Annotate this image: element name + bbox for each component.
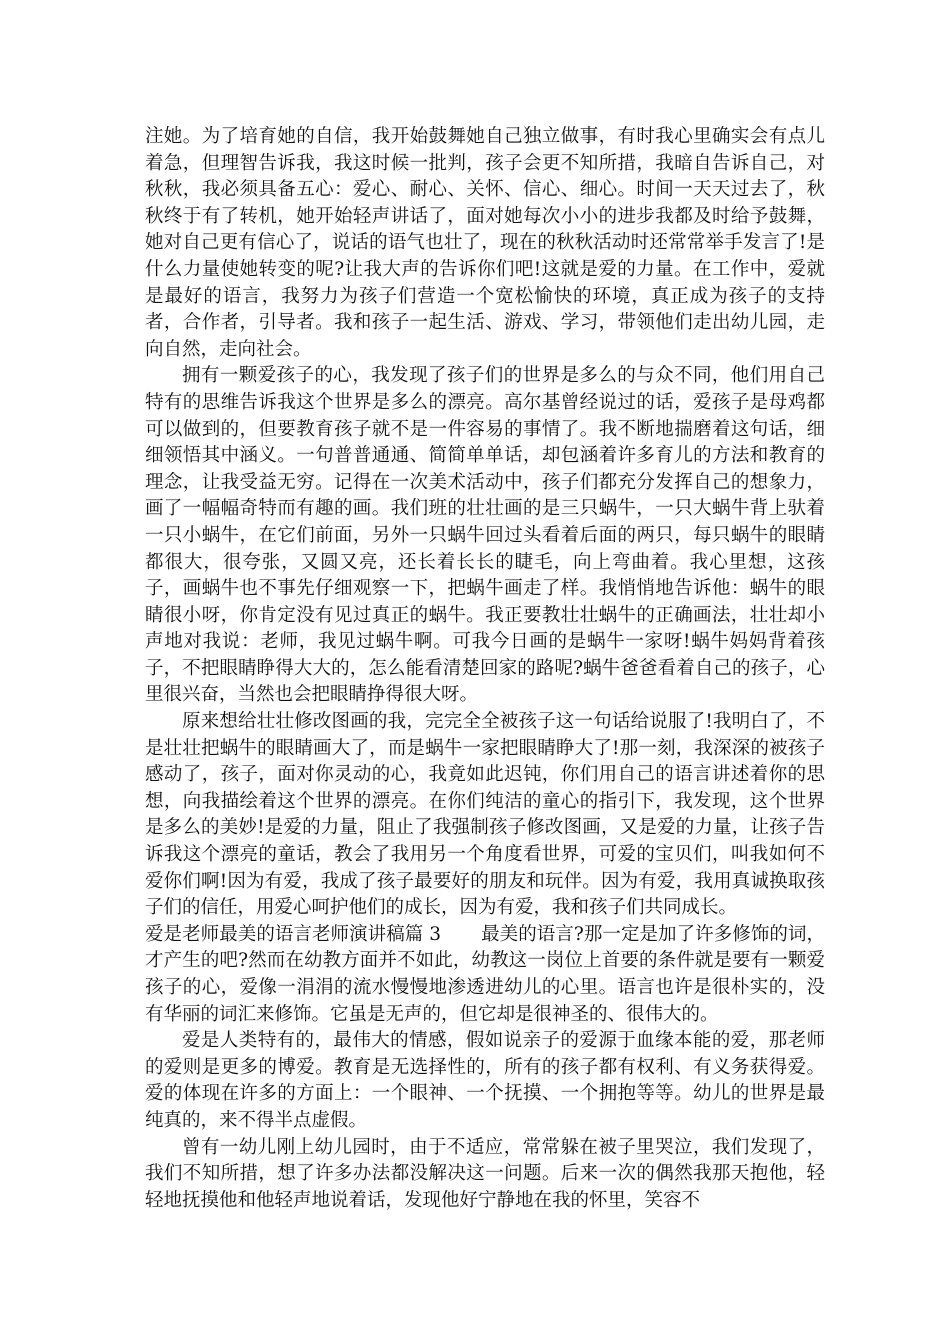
paragraph-5: 爱是人类特有的，最伟大的情感，假如说亲子的爱源于血缘本能的爱，那老师的爱则是更多的博爱。教育是无选择性的，所有的孩子都有权利、有义务获得爱。 爱的体现在许多的方面上：一个眼神、一个抚摸、一个拥抱等等。幼儿的世界是最纯真的，来不得半点虚假。	[145, 1030, 825, 1131]
paragraph-2: 拥有一颗爱孩子的心，我发现了孩子们的世界是多么的与众不同，他们用自己特有的思维告诉我这个世界是多么的漂亮。高尔基曾经说过的话，爱孩子是母鸡都可以做到的，但要教育孩子就不是一件容易的事情了。我不断地揣磨着这句话，细细领悟其中涵义。一句普普通通、简简单单话，却包涵着许多育儿的方法和教育的理念，让我受益无穷。记得在一次美术活动中，孩子们都充分发挥自己的想象力，画了一幅幅奇特而有趣的画。我们班的壮壮画的是三只蜗牛，一只大蜗牛背上驮着一只小蜗牛，在它们前面，另外一只蜗牛回过头看着后面的两只，每只蜗牛的眼睛都很大，很夸张，又圆又亮，还长着长长的睫毛，向上弯曲着。我心里想，这孩子，画蜗牛也不事先仔细观察一下，把蜗牛画走了样。我悄悄地告诉他：蜗牛的眼睛很小呀，你肯定没有见过真正的蜗牛。我正要教壮壮蜗牛的正确画法，壮壮却小声地对我说：老师，我见过蜗牛啊。可我今日画的是蜗牛一家呀!蜗牛妈妈背着孩子，不把眼睛睁得大大的，怎么能看清楚回家的路呢?蜗牛爸爸看着自己的孩子，心里很兴奋，当然也会把眼睛挣得很大呀。	[145, 365, 825, 706]
document-page	[145, 124, 825, 1214]
section-opening-text: 最美的语言?那一定是加了许多修饰的词，才产生的吧?然而在幼教方面并不如此，幼教这一岗位上首要的条件就是要有一颗爱孩子的心，爱像一涓涓的流水慢慢地渗透进幼儿的心里。语言也许是很朴实的，没有华丽的词汇来修饰。它虽是无声的，但它却是很神圣的、很伟大的。	[145, 923, 825, 1025]
paragraph-6: 曾有一幼儿刚上幼儿园时，由于不适应，常常躲在被子里哭泣，我们发现了，我们不知所措，想了许多办法都没解决这一问题。后来一次的偶然我那天抱他，轻轻地抚摸他和他轻声地说着话，发现他好宁静地在我的怀里，笑容不	[145, 1136, 825, 1211]
section-heading-paragraph	[145, 922, 825, 1028]
paragraph-1: 注她。为了培育她的自信，我开始鼓舞她自己独立做事，有时我心里确实会有点儿着急，但理智告诉我，我这时候一批判，孩子会更不知所措，我暗自告诉自己，对秋秋，我必须具备五心：爱心、耐心、关怀、信心、细心。时间一天天过去了，秋秋终于有了转机，她开始轻声讲话了，面对她每次小小的进步我都及时给予鼓舞，她对自己更有信心了，说话的语气也壮了，现在的秋秋活动时还常常举手发言了!是什么力量使她转变的呢?让我大声的告诉你们吧!这就是爱的力量。在工作中，爱就是最好的语言，我努力为孩子们营造一个宽松愉快的环境，真正成为孩子的支持者，合作者，引导者。我和孩子一起生活、游戏、学习，带领他们走出幼儿园，走向自然，走向社会。	[145, 126, 825, 360]
section-title: 爱是老师最美的语言老师演讲稿篇 3	[145, 923, 442, 945]
paragraph-3: 原来想给壮壮修改图画的我，完完全全被孩子这一句话给说服了!我明白了，不是壮壮把蜗牛的眼睛画大了，而是蜗牛一家把眼睛睁大了!那一刻，我深深的被孩子感动了，孩子，面对你灵动的心，我竟如此迟钝，你们用自己的语言讲述着你的思想，向我描绘着这个世界的漂亮。在你们纯洁的童心的指引下，我发现，这个世界是多么的美妙!是爱的力量，阻止了我强制孩子修改图画，又是爱的力量，让孩子告诉我这个漂亮的童话，教会了我用另一个角度看世界，可爱的宝贝们，叫我如何不爱你们啊!因为有爱，我成了孩子最要好的朋友和玩伴。因为有爱，我用真诚换取孩子们的信任，用爱心呵护他们的成长，因为有爱，我和孩子们共同成长。	[145, 711, 825, 919]
